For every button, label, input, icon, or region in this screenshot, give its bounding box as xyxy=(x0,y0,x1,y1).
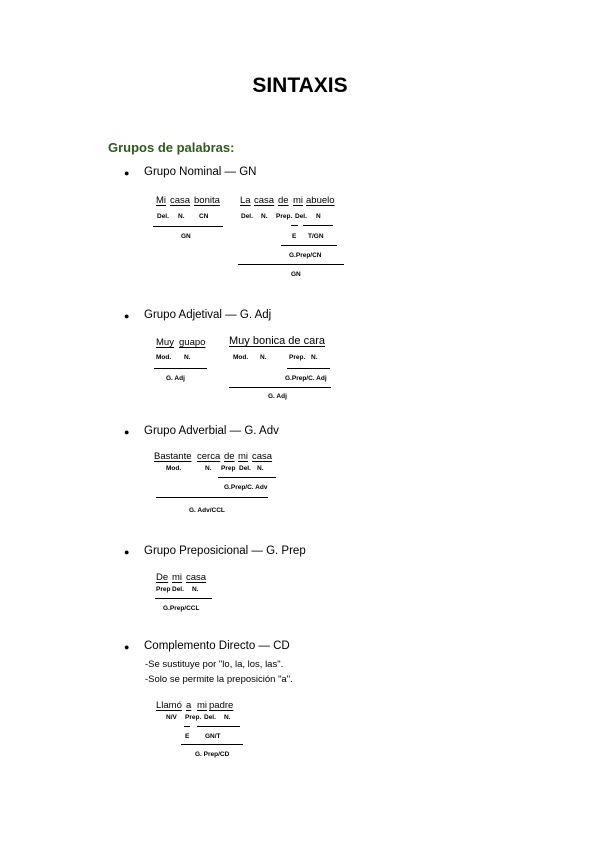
group-label: G.Prep/CN xyxy=(289,252,322,259)
tag: Prep xyxy=(221,465,236,472)
word: De xyxy=(156,572,169,583)
tag: Del. xyxy=(204,714,216,721)
group-label: GN xyxy=(291,271,301,278)
bracket-line xyxy=(303,225,333,226)
bracket-line xyxy=(229,387,331,388)
bracket-line xyxy=(155,598,212,599)
page-title: SINTAXIS xyxy=(252,74,348,97)
tag: N. xyxy=(224,714,231,721)
tag: N/V xyxy=(166,714,177,721)
tag: E xyxy=(292,233,297,240)
group-label: GN xyxy=(181,233,191,240)
word: de xyxy=(224,451,235,462)
group-label: G. Prep/CD xyxy=(195,751,230,758)
tag: N. xyxy=(261,213,268,220)
tag: Del. xyxy=(172,586,184,593)
tag: Mod. xyxy=(233,354,249,361)
tag: E xyxy=(185,733,190,740)
word: casa xyxy=(254,195,275,206)
bracket-line xyxy=(153,226,223,227)
word: Llamó xyxy=(156,700,182,711)
word: abuelo xyxy=(306,195,335,206)
tag: N. xyxy=(260,354,267,361)
word: bonita xyxy=(194,195,220,206)
word: mi xyxy=(238,451,249,462)
bracket-line xyxy=(184,726,190,727)
bracket-line xyxy=(287,368,330,369)
group-label: G. Adv/CCL xyxy=(189,507,225,514)
note-line-1: -Se sustituye por "lo, la, los, las". xyxy=(145,659,284,670)
tag: Del. xyxy=(295,213,307,220)
bullet-grupo-preposicional: ● Grupo Preposicional — G. Prep xyxy=(144,545,306,557)
bracket-line xyxy=(291,225,298,226)
bracket-line xyxy=(181,744,243,745)
group-label: G.Prep/CCL xyxy=(163,605,200,612)
group-label: G.Prep/C. Adv xyxy=(224,484,268,491)
tag: Prep. xyxy=(289,354,306,361)
word: casa xyxy=(252,451,273,462)
tag: Mod. xyxy=(156,354,172,361)
bullet-grupo-nominal: ● Grupo Nominal — GN xyxy=(144,166,256,178)
word: Muy xyxy=(156,337,174,348)
tag: N. xyxy=(311,354,318,361)
tag: GN/T xyxy=(205,733,221,740)
tag: Del. xyxy=(157,213,169,220)
note-line-2: -Solo se permite la preposición "a". xyxy=(145,674,293,685)
bracket-line xyxy=(197,726,240,727)
tag: N. xyxy=(192,586,199,593)
tag: Prep. xyxy=(276,213,293,220)
word: mi xyxy=(172,572,183,583)
group-label: G. Adj xyxy=(268,393,287,400)
tag: N. xyxy=(184,354,191,361)
tag: Del. xyxy=(239,465,251,472)
bracket-line xyxy=(156,497,268,498)
word: Muy bonica de cara xyxy=(229,335,325,347)
word: La xyxy=(240,195,251,206)
bracket-line xyxy=(218,477,276,478)
bracket-line xyxy=(238,264,344,265)
bullet-grupo-adjetival: ● Grupo Adjetival — G. Adj xyxy=(144,309,271,321)
word: a xyxy=(186,700,192,711)
word: de xyxy=(278,195,289,206)
tag: CN xyxy=(199,213,209,220)
bracket-line xyxy=(281,245,337,246)
bracket-line xyxy=(154,368,207,369)
word: mi xyxy=(293,195,304,206)
word: padre xyxy=(209,700,234,711)
tag: T/GN xyxy=(308,233,324,240)
bullet-grupo-adverbial: ● Grupo Adverbial — G. Adv xyxy=(144,425,279,437)
tag: N. xyxy=(257,465,264,472)
tag: Prep xyxy=(156,586,171,593)
word: casa xyxy=(170,195,191,206)
tag: N. xyxy=(205,465,212,472)
tag: Prep. xyxy=(185,714,202,721)
word: guapo xyxy=(179,337,206,348)
word: Bastante xyxy=(154,451,192,462)
tag: N. xyxy=(178,213,185,220)
bullet-complemento-directo: ● Complemento Directo — CD xyxy=(144,640,290,652)
tag: Mod. xyxy=(166,465,182,472)
tag: Del. xyxy=(241,213,253,220)
group-label: G.Prep/C. Adj xyxy=(285,375,327,382)
word: casa xyxy=(186,572,207,583)
word: Mi xyxy=(156,195,167,206)
section-heading: Grupos de palabras: xyxy=(108,140,235,155)
group-label: G. Adj xyxy=(166,375,185,382)
word: cerca xyxy=(197,451,221,462)
tag: N xyxy=(316,213,321,220)
word: mi xyxy=(197,700,208,711)
